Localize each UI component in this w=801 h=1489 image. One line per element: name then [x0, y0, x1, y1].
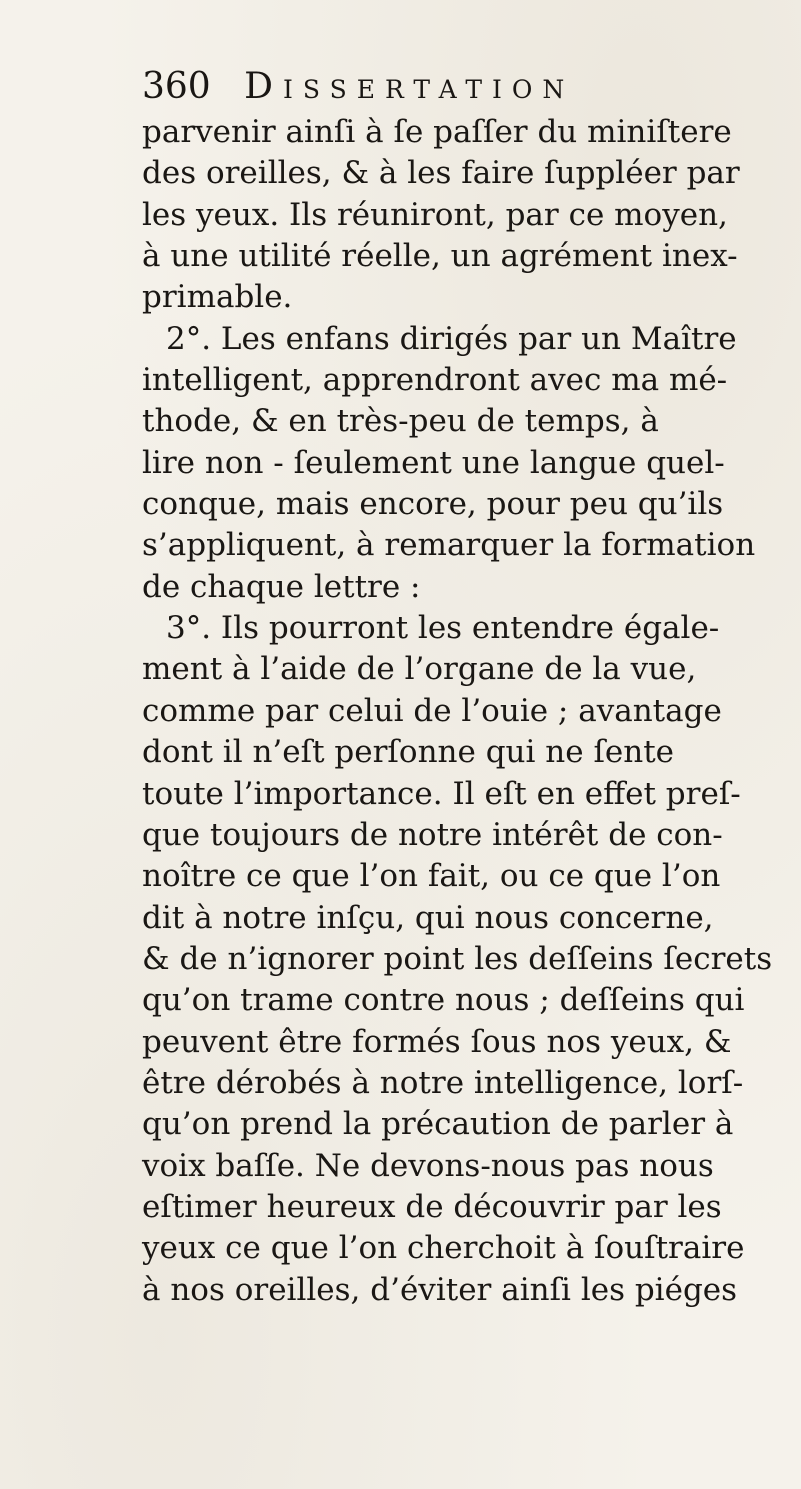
page-number: 360 [142, 66, 211, 107]
text-line: noître ce que l’on fait, ou ce que l’on [142, 858, 721, 895]
text-line: 2°. Les enfans dirigés par un Maître [166, 320, 737, 357]
text-line: toute l’importance. Il eſt en effet preſ- [142, 775, 741, 812]
text-line: conque, mais encore, pour peu qu’ils [142, 486, 724, 523]
text-line: & de n’ignorer point les deſſeins ſecrets [142, 940, 773, 977]
page-header [142, 62, 762, 112]
text-line: qu’on trame contre nous ; deſſeins qui [142, 982, 745, 1019]
text-line: peuvent être formés ſous nos yeux, & [142, 1023, 732, 1060]
text-line: de chaque lettre : [142, 568, 421, 605]
text-line: lire non - ſeulement une langue quel- [142, 444, 725, 481]
body-text [142, 112, 782, 1311]
text-line: comme par celui de l’ouie ; avantage [142, 692, 722, 729]
text-line: primable. [142, 279, 293, 316]
text-line: ment à l’aide de l’organe de la vue, [142, 651, 697, 688]
text-line: 3°. Ils pourront les entendre égale- [166, 610, 720, 647]
text-line: dont il n’eſt perſonne qui ne ſente [142, 734, 675, 771]
text-line: intelligent, apprendront avec ma mé- [142, 362, 728, 399]
text-line: voix baſſe. Ne devons-nous pas nous [142, 1147, 714, 1184]
text-line: yeux ce que l’on cherchoit à ſouſtraire [142, 1230, 745, 1267]
text-line: eſtimer heureux de découvrir par les [142, 1188, 722, 1225]
text-line: les yeux. Ils réuniront, par ce moyen, [142, 196, 728, 233]
text-line: à une utilité réelle, un agrément inex- [142, 238, 738, 275]
running-title: Dissertation [244, 66, 575, 107]
text-line: qu’on prend la précaution de parler à [142, 1106, 734, 1143]
text-line: dit à notre inſçu, qui nous concerne, [142, 899, 714, 936]
text-line: des oreilles, & à les faire ſuppléer par [142, 155, 740, 192]
text-line: que toujours de notre intérêt de con- [142, 816, 723, 853]
text-line: s’appliquent, à remarquer la formation [142, 527, 756, 564]
text-line: à nos oreilles, d’éviter ainſi les piéges [142, 1271, 738, 1308]
text-line: être dérobés à notre intelligence, lorſ- [142, 1064, 744, 1101]
text-line: thode, & en très-peu de temps, à [142, 403, 659, 440]
text-line: parvenir ainſi à ſe paſſer du miniſtere [142, 114, 732, 150]
